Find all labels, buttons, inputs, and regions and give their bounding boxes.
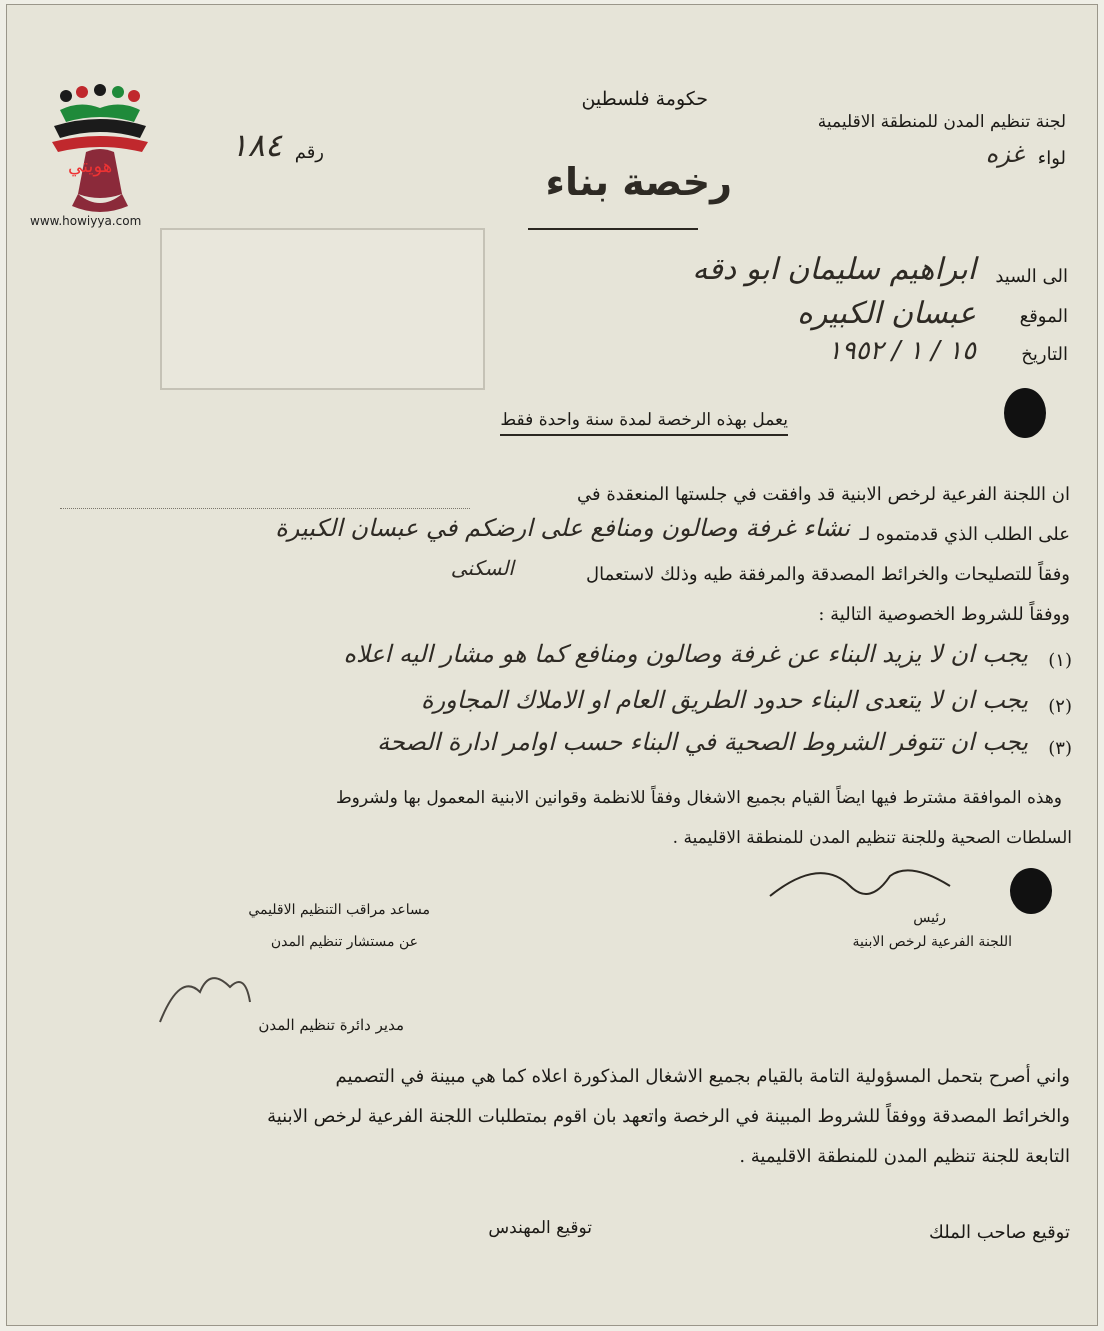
approval-line-2: السلطات الصحية وللجنة تنظيم المدن للمنطقة الاقليمية . (672, 828, 1072, 848)
body-line-4: ووفقاً للشروط الخصوصية التالية : (818, 604, 1070, 625)
approval-line-1: وهذه الموافقة مشترط فيها ايضاً القيام بجميع الاشغال وفقاً للانظمة وقوانين الابنية المعمول بها ولشروط (335, 788, 1062, 808)
committee-name: لجنة تنظيم المدن للمنطقة الاقليمية (817, 112, 1066, 132)
condition-3-text: يجب ان تتوفر الشروط الصحية في البناء حسب اوامر ادارة الصحة (377, 728, 1028, 756)
date-label: التاريخ (1021, 344, 1068, 365)
punch-hole-top (1004, 388, 1046, 438)
body-line-3: وفقاً للتصليحات والخرائط المصدقة والمرفقة طيه وذلك لاستعمال (586, 564, 1070, 585)
body-line-2-hand: نشاء غرفة وصالون ومنافع على ارضكم في عبسان الكبيرة (275, 514, 850, 542)
session-date-line (60, 508, 470, 509)
declaration-line-2: والخرائط المصدقة ووفقاً للشروط المبينة في الرخصة واتعهد بان اقوم بمتطلبات اللجنة الفرعية لرخص الابنية (267, 1106, 1070, 1127)
logo-url: www.howiyya.com (30, 214, 142, 228)
condition-2-number: (٢) (1048, 696, 1072, 717)
document-title: رخصة بناء (545, 160, 732, 204)
faded-stamp (160, 228, 485, 390)
body-line-2: على الطلب الذي قدمتموه لـ (859, 524, 1070, 545)
district-value: غزه (985, 140, 1024, 168)
chair-title: رئيس (913, 910, 946, 926)
logo-name: هويتي (68, 156, 113, 177)
number-label: رقم (294, 142, 324, 163)
director-signature-icon (150, 962, 260, 1032)
engineer-signature-label: توقيع المهندس (488, 1218, 592, 1238)
condition-1-number: (١) (1048, 650, 1072, 671)
location-label: الموقع (1019, 306, 1068, 327)
condition-3-number: (٣) (1048, 738, 1072, 759)
condition-2-text: يجب ان لا يتعدى البناء حدود الطريق العام او الاملاك المجاورة (421, 686, 1028, 714)
declaration-line-1: واني أصرح بتحمل المسؤولية التامة بالقيام بجميع الاشغال المذكورة اعلاه كما هي مبينة في التصميم (335, 1066, 1070, 1087)
district-label: لواء (1037, 148, 1066, 169)
title-underline (528, 228, 698, 230)
owner-signature-label: توقيع صاحب الملك (929, 1222, 1070, 1243)
to-value: ابراهيم سليمان ابو دقه (692, 252, 976, 287)
body-line-3-hand: السكنى (450, 556, 514, 580)
howiyya-logo (30, 82, 170, 232)
director-title: مدير دائرة تنظيم المدن (258, 1016, 404, 1034)
government-heading: حكومة فلسطين (581, 88, 708, 110)
chair-org: اللجنة الفرعية لرخص الابنية (852, 934, 1012, 950)
to-label: الى السيد (995, 266, 1068, 287)
condition-1-text: يجب ان لا يزيد البناء عن غرفة وصالون ومنافع كما هو مشار اليه اعلاه (343, 640, 1028, 668)
assistant-title: مساعد مراقب التنظيم الاقليمي (248, 902, 430, 918)
number-value: ١٨٤ (230, 126, 282, 164)
location-value: عبسان الكبيره (797, 296, 976, 331)
chair-signature-icon (760, 856, 960, 916)
validity-notice: يعمل بهذه الرخصة لمدة سنة واحدة فقط (500, 410, 788, 436)
body-line-1: ان اللجنة الفرعية لرخص الابنية قد وافقت في جلستها المنعقدة في (576, 484, 1070, 505)
declaration-line-3: التابعة للجنة تنظيم المدن للمنطقة الاقليمية . (739, 1146, 1070, 1167)
date-value: ١٥ / ١ / ١٩٥٢ (827, 336, 976, 366)
assistant-sub: عن مستشار تنظيم المدن (270, 934, 418, 950)
punch-hole-bottom (1010, 868, 1052, 914)
